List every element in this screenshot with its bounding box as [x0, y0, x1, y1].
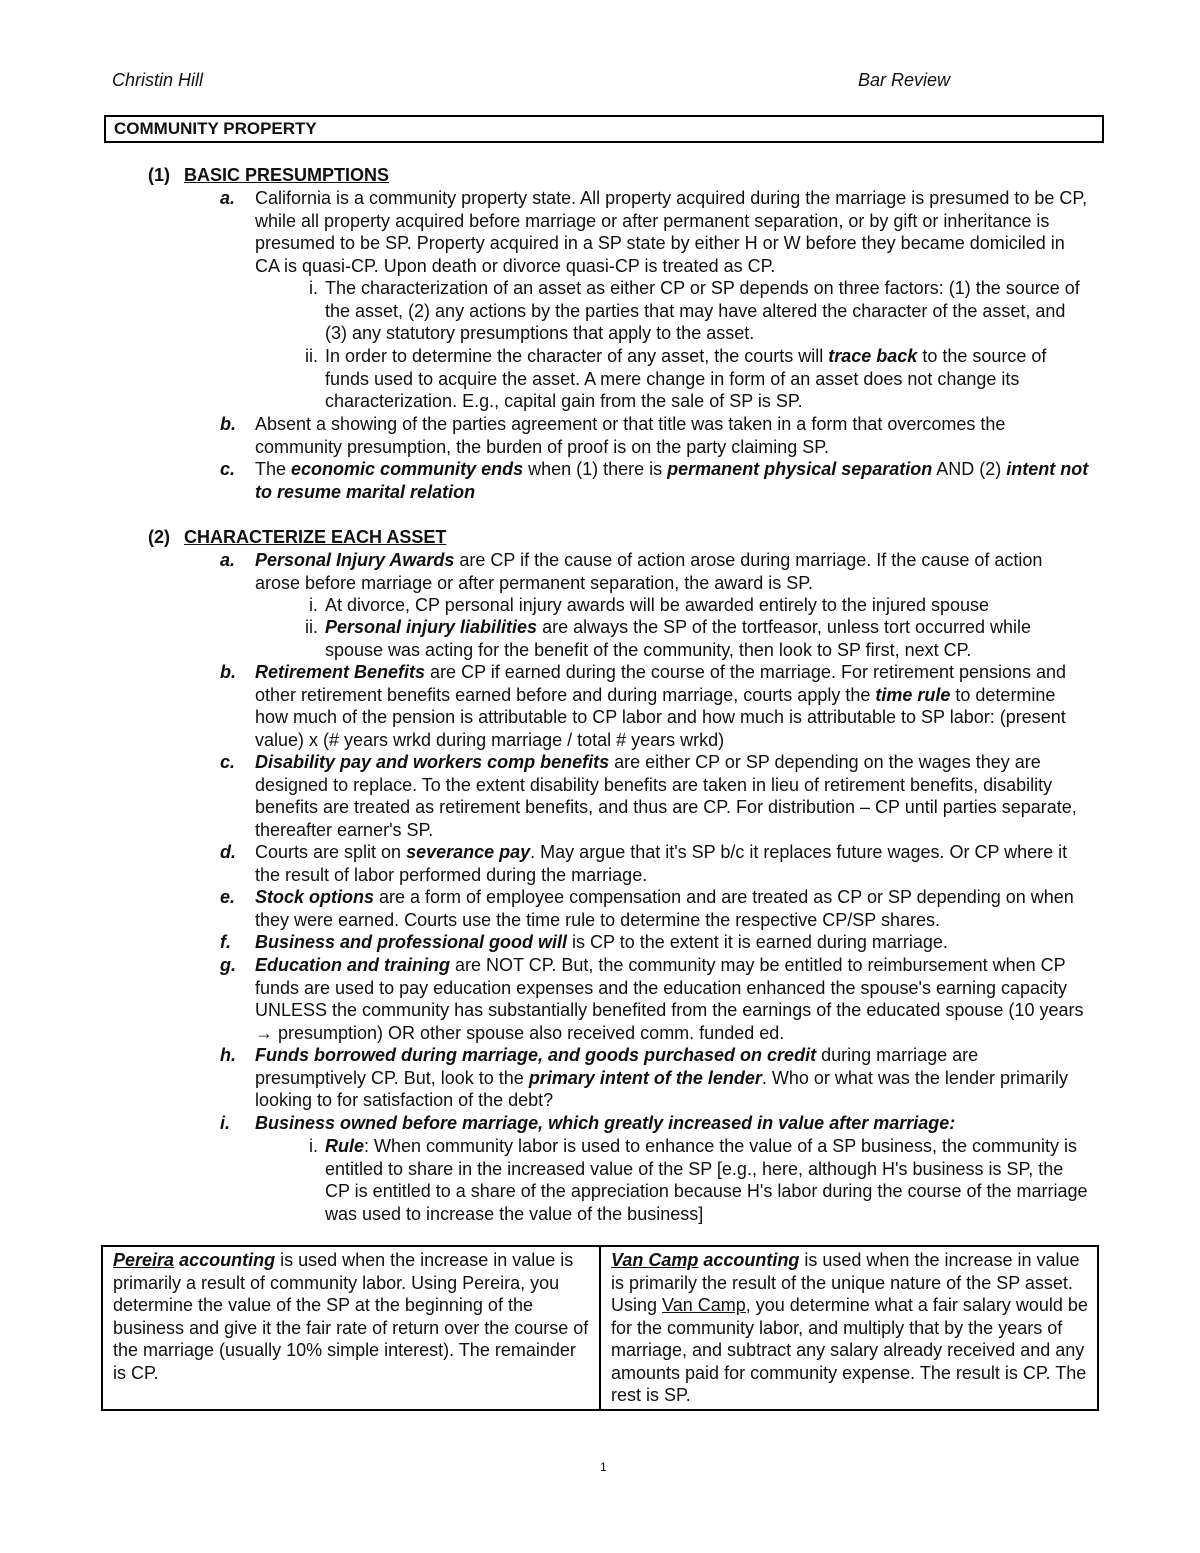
emphasis-text: accounting [698, 1250, 800, 1270]
accounting-table [101, 1245, 1099, 1411]
list-marker: h. [220, 1045, 236, 1065]
section-number: (2) [148, 527, 170, 547]
page-number: 1 [600, 1460, 607, 1474]
list-text: Absent a showing of the parties agreement or that title was taken in a form that overcomes the community presumption, the burden of proof is on the party claiming SP. [255, 414, 1006, 457]
emphasis-text: economic community ends [291, 459, 524, 479]
emphasis-text: permanent physical separation [667, 459, 933, 479]
emphasis-text: severance pay [406, 842, 531, 862]
section-number: (1) [148, 165, 170, 185]
list-marker: c. [220, 752, 236, 772]
list-item [220, 931, 1090, 954]
emphasis-text: Stock options [255, 887, 375, 907]
list-marker: g. [220, 955, 236, 975]
emphasis-text: trace back [828, 346, 918, 366]
case-name: Van Camp [662, 1295, 746, 1315]
page-title: COMMUNITY PROPERTY [104, 115, 1104, 143]
text-run: : When community labor is used to enhance the value of a SP business, the community is entitled to share in the increased value of the SP [e.g., here, although H's business is SP, the CP is entitled to a share of the appreciation because H's labor during the course of the marriage was used to increase the value of the business] [325, 1136, 1088, 1224]
text-run: when (1) there is [523, 459, 668, 479]
section-heading [148, 164, 389, 187]
text-run: are CP if the cause of action arose during marriage. If the cause of action arose before marriage or after permanent separation, the award is SP. [255, 550, 1043, 593]
emphasis-text: time rule [875, 684, 951, 705]
list-item [220, 841, 1090, 886]
list-marker: c. [220, 459, 236, 479]
text-run: In order to determine the character of any asset, the courts will [325, 346, 829, 366]
text-run: are either CP or SP depending on the wages they are designed to replace. To the extent disability benefits are taken in lieu of retirement benefits, disability benefits are treated as retirement benefits, and thus are CP. For distribution – CP until parties separate, thereafter earner's SP. [255, 752, 1077, 840]
list-item [220, 187, 1090, 277]
emphasis-text: Retirement Benefits [255, 662, 426, 682]
list-text: The characterization of an asset as either CP or SP depends on three factors: (1) the source of the asset, (2) any actions by the parties that may have altered the character of the asset, and (3) any statutory presumptions that apply to the asset. [325, 278, 1080, 343]
emphasis-text: Education and training [255, 955, 451, 975]
list-item [220, 886, 1090, 931]
text-run: Courts are split on [255, 842, 407, 862]
list-item [220, 413, 1090, 458]
list-marker: d. [220, 842, 236, 862]
emphasis-text: primary intent of the lender [528, 1067, 762, 1088]
text-run: are CP if earned during the course of the marriage. For retirement pensions and other retirement benefits earned before and during marriage, courts apply the [255, 662, 1067, 705]
header-author: Christin Hill [112, 70, 204, 90]
list-marker: e. [220, 887, 236, 907]
list-marker: i. [309, 1136, 318, 1156]
sub-item [290, 345, 1090, 413]
list-marker: i. [309, 595, 318, 615]
text-run: is used when the increase in value is primarily a result of community labor. Using Pereira, you determine the value of the SP at the beginning of the business and give it the fair rate of return over the course of the marriage (usually 10% simple interest). The remainder is CP. [113, 1250, 589, 1383]
section-heading [148, 526, 446, 549]
list-marker: a. [220, 550, 236, 570]
emphasis-text: Personal Injury Awards [255, 550, 455, 570]
sub-item [290, 1135, 1090, 1225]
list-item [220, 549, 1090, 594]
emphasis-text: Business owned before marriage, which greatly increased in value after marriage: [255, 1113, 956, 1133]
case-name: Van Camp [611, 1250, 699, 1270]
emphasis-text: intent not to resume marital relation [255, 459, 1089, 502]
text-run: . Who or what was the lender primarily looking to for satisfaction of the debt? [255, 1067, 1068, 1110]
text-run: AND (2) [932, 459, 1007, 479]
text-run: The [255, 459, 292, 479]
list-marker: b. [220, 414, 236, 434]
text-run: is CP to the extent it is earned during marriage. [567, 932, 948, 952]
sub-item [290, 616, 1090, 661]
list-marker: i. [309, 278, 318, 298]
emphasis-text: Business and professional good will [255, 932, 568, 952]
text-run: is used when the increase in value is primarily the result of the unique nature of the SP asset. Using [611, 1250, 1080, 1315]
emphasis-text: Rule [325, 1136, 365, 1156]
sub-item [290, 277, 1090, 345]
section-title: CHARACTERIZE EACH ASSET [184, 527, 447, 547]
list-item [220, 661, 1090, 751]
pereira-cell [102, 1246, 600, 1410]
text-run: , you determine what a fair salary would be for the community labor, and multiply that by the years of marriage, and subtract any salary already received and any amounts paid for community expense. The result is CP. The rest is SP. [611, 1295, 1088, 1405]
text-run: . May argue that it's SP b/c it replaces future wages. Or CP where it the result of labor performed during the marriage. [255, 842, 1068, 885]
van-camp-cell [600, 1246, 1098, 1410]
list-marker: f. [220, 932, 231, 952]
list-item [220, 954, 1090, 1044]
sub-item [290, 594, 1090, 617]
table-row [102, 1246, 1098, 1410]
list-marker: ii. [305, 617, 318, 637]
emphasis-text: accounting [174, 1250, 276, 1270]
text-run: are NOT CP. But, the community may be entitled to reimbursement when CP funds are used to pay education expenses and the education enhanced the spouse's earning capacity UNLESS the community has substantially benefited from the earnings of the educated spouse (10 years → presumption) OR other spouse also received comm. funded ed. [255, 955, 1084, 1043]
text-run: to the source of funds used to acquire the asset. A mere change in form of an asset does not change its characterization. E.g., capital gain from the sale of SP is SP. [325, 346, 1047, 411]
text-run: are a form of employee compensation and are treated as CP or SP depending on when they were earned. Courts use the time rule to determine the respective CP/SP shares. [255, 887, 1074, 930]
text-run: during marriage are presumptively CP. But, look to the [255, 1045, 979, 1088]
emphasis-text: Funds borrowed during marriage, and goods purchased on credit [255, 1045, 817, 1065]
header-course: Bar Review [858, 70, 951, 90]
case-name: Pereira [113, 1250, 175, 1270]
text-run: to determine how much of the pension is attributable to CP labor and how much is attributable to SP labor: (present value) x (# years wrkd during marriage / total # years wrkd) [255, 684, 1066, 750]
list-marker: a. [220, 188, 236, 208]
list-item [220, 751, 1090, 841]
list-marker: i. [220, 1113, 231, 1133]
list-item [220, 458, 1090, 503]
emphasis-text: Disability pay and workers comp benefits [255, 752, 610, 772]
list-item [220, 1044, 1090, 1112]
list-marker: b. [220, 662, 236, 682]
section-title: BASIC PRESUMPTIONS [184, 165, 390, 185]
list-item [220, 1112, 1090, 1135]
emphasis-text: Personal injury liabilities [325, 617, 538, 637]
text-run: are always the SP of the tortfeasor, unless tort occurred while spouse was acting for the benefit of the community, then look to SP first, next CP. [325, 617, 1031, 660]
list-text: California is a community property state. All property acquired during the marriage is presumed to be CP, while all property acquired before marriage or after permanent separation, or by gift or inheritance is presumed to be SP. Property acquired in a SP state by either H or W before they became domiciled in CA is quasi-CP. Upon death or divorce quasi-CP is treated as CP. [255, 188, 1088, 276]
list-marker: ii. [305, 346, 318, 366]
list-text: At divorce, CP personal injury awards will be awarded entirely to the injured spouse [325, 595, 990, 615]
